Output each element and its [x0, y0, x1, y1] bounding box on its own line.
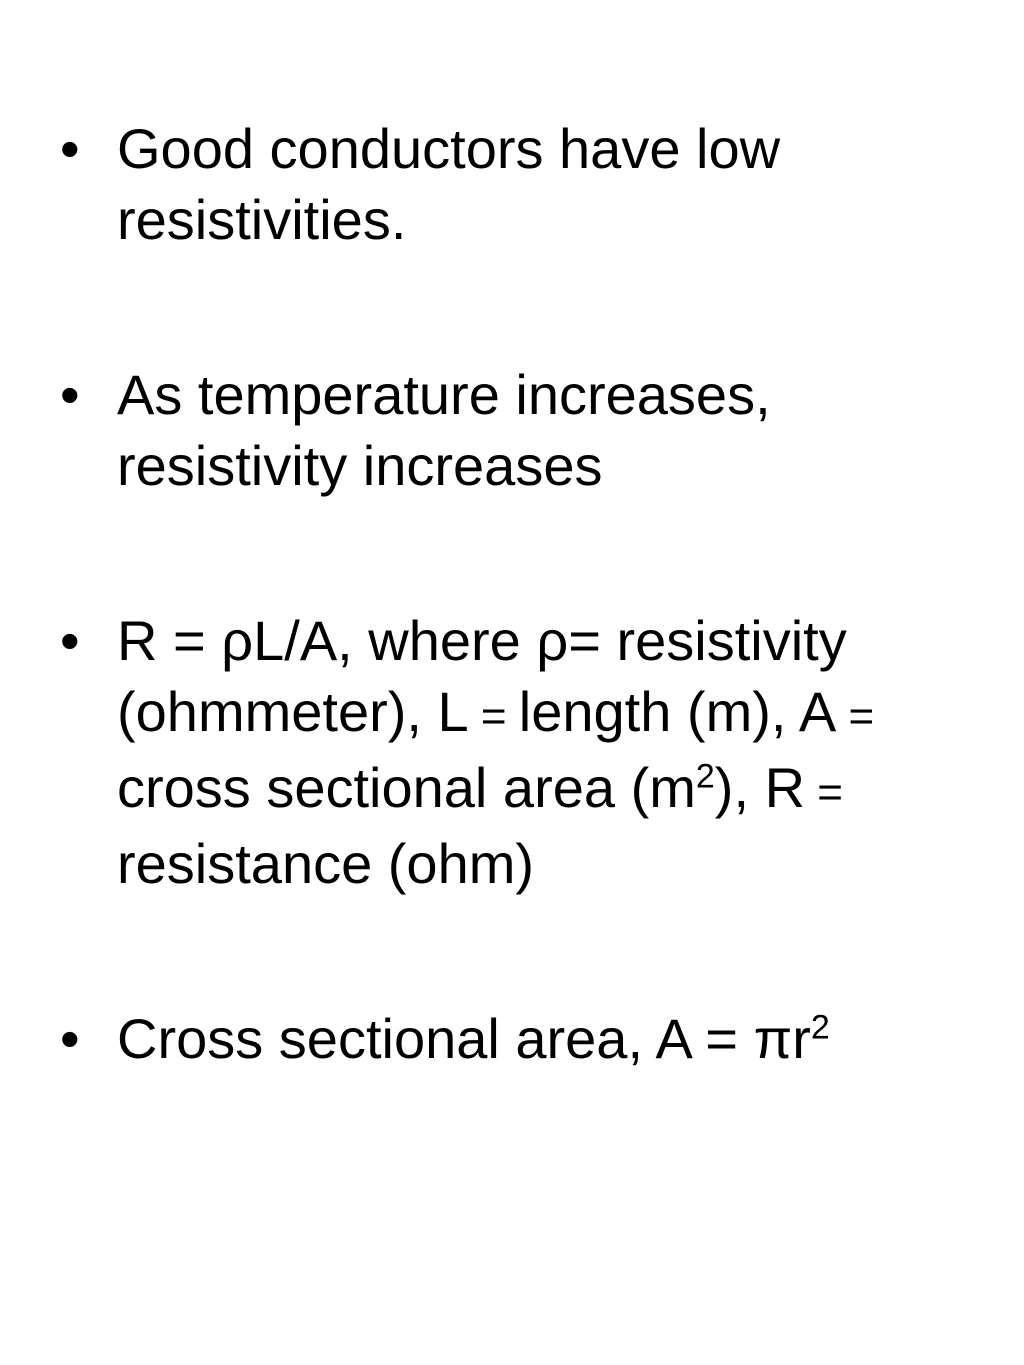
bullet-text: [117, 605, 984, 899]
bullet-list: [0, 113, 1024, 1074]
bullet-dot: •: [60, 117, 80, 180]
bullet-line: Good conductors have low: [117, 117, 781, 180]
superscript: 2: [695, 757, 715, 796]
bullet-dot: •: [60, 1007, 80, 1070]
formula-line: R = ρL/A, where ρ= resistivity: [117, 609, 847, 672]
bullet-dot: •: [60, 609, 80, 672]
formula-line: [117, 752, 984, 828]
formula-text: Cross sectional area, A = πr: [117, 1007, 811, 1070]
formula-line: resistance (ohm): [117, 832, 535, 895]
equals-sign: =: [836, 692, 875, 741]
bullet-text: [117, 1003, 984, 1074]
formula-line: [117, 1003, 984, 1074]
formula-text: cross sectional area (m: [117, 756, 696, 819]
superscript: 2: [810, 1008, 830, 1047]
equals-sign: =: [468, 692, 519, 741]
formula-text: (ohmmeter), L: [117, 680, 469, 743]
bullet-line: resistivities.: [117, 188, 407, 251]
bullet-text: [117, 359, 984, 501]
formula-text: ), R: [714, 756, 806, 819]
bullet-line: resistivity increases: [117, 434, 603, 497]
bullet-text: [117, 113, 984, 255]
bullet-dot: •: [60, 363, 80, 426]
bullet-cross-section: [0, 1003, 1024, 1074]
bullet-conductors: [0, 113, 1024, 255]
formula-line: [117, 676, 984, 752]
bullet-temperature: [0, 359, 1024, 501]
bullet-line: As temperature increases,: [117, 363, 771, 426]
bullet-resistance-formula: [0, 605, 1024, 899]
equals-sign: =: [805, 768, 843, 817]
formula-text: length (m), A: [518, 680, 837, 743]
